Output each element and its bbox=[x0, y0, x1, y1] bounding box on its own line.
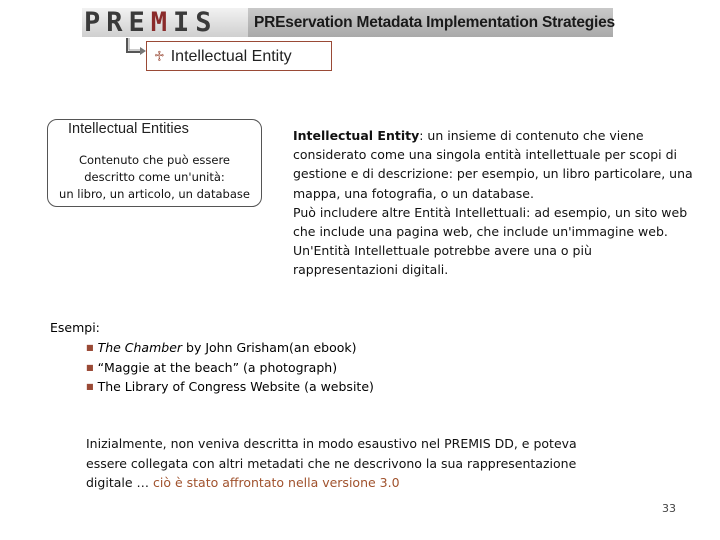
card-title: Intellectual Entities bbox=[68, 121, 189, 137]
definition-term: Intellectual Entity bbox=[293, 128, 420, 143]
card-line: Contenuto che può essere bbox=[78, 153, 231, 167]
breadcrumb-label: Intellectual Entity bbox=[170, 48, 292, 65]
definition-text bbox=[293, 126, 693, 280]
intellectual-entities-card bbox=[47, 119, 262, 207]
bullet-icon: ■ bbox=[86, 382, 94, 391]
card-line: descritto come un'unità: bbox=[84, 170, 225, 184]
banner-title: PREservation Metadata Implementation Strategies bbox=[248, 8, 613, 37]
history-note bbox=[86, 434, 626, 493]
note-prefix: digitale … bbox=[86, 475, 153, 490]
note-line-3 bbox=[86, 473, 626, 493]
list-item bbox=[86, 358, 374, 378]
example-text: by John Grisham(an ebook) bbox=[182, 340, 357, 355]
list-item bbox=[86, 338, 374, 358]
list-item bbox=[86, 377, 374, 397]
entity-icon: ♱ bbox=[154, 48, 165, 64]
logo-part-3: IS bbox=[173, 7, 218, 38]
definition-paragraph-2: Può includere altre Entità Intellettuali: ad esempio, un sito web che include una pagina web, che include un'immagine web. bbox=[293, 204, 688, 240]
bullet-icon: ■ bbox=[86, 343, 94, 352]
definition-body: : un insieme di contenuto che viene considerato come una singola entità intellettuale per scopi di gestione e di descrizione: per esempio, un libro particolare, una mappa, una fotografia, o un database. bbox=[293, 128, 693, 201]
breadcrumb-entity-tab bbox=[146, 41, 332, 71]
premis-banner bbox=[82, 8, 613, 37]
note-line: essere collegata con altri metadati che ne descrivono la sua rappresentazione bbox=[86, 455, 577, 471]
example-text: “Maggie at the beach” (a photograph) bbox=[97, 359, 338, 375]
examples-label: Esempi: bbox=[50, 320, 100, 335]
premis-logo bbox=[82, 8, 248, 37]
definition-paragraph-3: Un'Entità Intellettuale potrebbe avere una o più rappresentazioni digitali. bbox=[293, 243, 592, 278]
bullet-icon: ■ bbox=[86, 362, 94, 372]
logo-part-1: PRE bbox=[84, 7, 151, 38]
example-title-italic: The Chamber bbox=[97, 340, 183, 355]
note-line: Inizialmente, non veniva descritta in modo esaustivo nel PREMIS DD, e poteva bbox=[86, 436, 577, 451]
card-description bbox=[48, 152, 261, 203]
examples-list bbox=[86, 338, 374, 397]
page-number: 33 bbox=[662, 502, 676, 515]
logo-part-2: M bbox=[150, 7, 174, 38]
example-text: The Library of Congress Website (a website) bbox=[97, 379, 374, 394]
note-highlight: ciò è stato affrontato nella versione 3.0 bbox=[153, 475, 400, 490]
card-line: un libro, un articolo, un database bbox=[59, 187, 250, 201]
